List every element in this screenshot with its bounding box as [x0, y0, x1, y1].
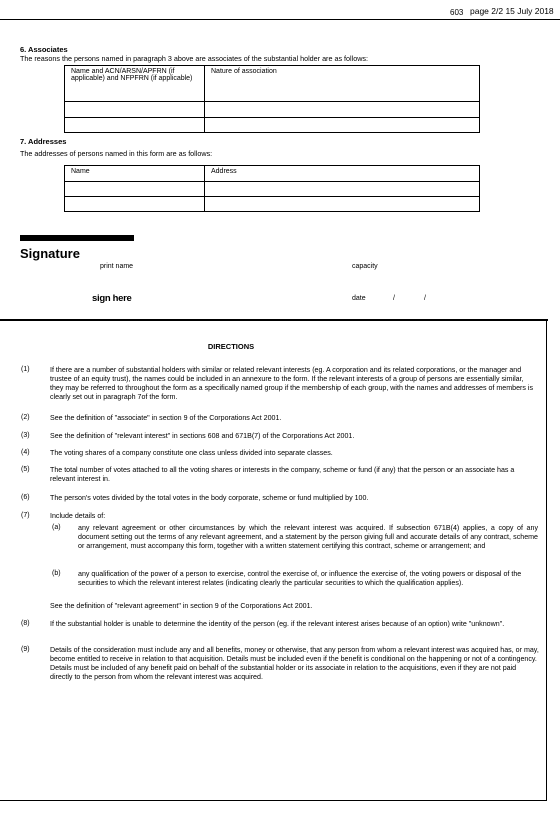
header-divider	[0, 19, 560, 20]
addresses-cell[interactable]	[65, 182, 205, 197]
associates-col-nature: Nature of association	[205, 66, 480, 102]
addresses-cell[interactable]	[205, 182, 480, 197]
direction-sub-num: (b)	[52, 570, 61, 577]
direction-item: The voting shares of a company constitute one class unless divided into separate classes.	[50, 449, 333, 457]
table-row	[65, 197, 480, 212]
table-row	[65, 102, 480, 118]
signature-bar	[20, 235, 134, 241]
directions-title: DIRECTIONS	[207, 342, 255, 351]
direction-item: Details of the consideration must include any and all benefits, money or otherwise, that any person from whom a relevant interest was acquired has, or may, become entitled to receive in relation to that acquisition. Details must be included even if the benefit is conditional on the happening or not of a contingency. Details must be included of any benefit paid on behalf of the substantial holder or its associate in relation to the acquisitions, even if they are not paid directly to the person from whom the relevant interest was acquired.	[50, 646, 539, 681]
direction-num: (4)	[21, 449, 30, 456]
print-name-label: print name	[100, 263, 134, 270]
direction-item: The person's votes divided by the total votes in the body corporate, scheme or fund multiplied by 100.	[50, 494, 369, 502]
date-label: date	[352, 295, 366, 302]
direction-sub-num: (a)	[52, 524, 61, 531]
associates-col-name: Name and ACN/ARSN/APFRN (if applicable) and NFPFRN (if applicable)	[65, 66, 205, 102]
associates-cell[interactable]	[205, 118, 480, 133]
direction-item: If the substantial holder is unable to determine the identity of the person (eg. if the relevant interest arises because of an option) write "unknown".	[50, 620, 505, 628]
direction-item: If there are a number of substantial holders with similar or related relevant interests (eg. A corporation and its related corporations, or the manager and trustee of an equity trust), the names could be included in an annexure to the form. If the relevant interests of a group of persons are essentially similar, they may be referred to throughout the form as a specifically named group if the membership of each group, with the names and addresses of members is clearly set out in paragraph 7of the form.	[50, 366, 534, 401]
addresses-cell[interactable]	[65, 197, 205, 212]
date-slash-1: /	[393, 295, 395, 302]
direction-footnote: See the definition of "relevant agreement" in section 9 of the Corporations Act 2001.	[50, 602, 313, 610]
sign-here-label: sign here	[92, 293, 132, 304]
signature-divider	[0, 319, 548, 321]
direction-sub-item: any relevant agreement or other circumstances by which the relevant interest was acquired. If subsection 671B(4) applies, a copy of any document setting out the terms of any relevant agreement, and a statement by the person giving full and accurate details of any contract, scheme or arrangement, must accompany this form, together with a written statement certifying this contract, scheme or arrangement; and	[78, 524, 538, 550]
associates-cell[interactable]	[65, 102, 205, 118]
direction-num: (8)	[21, 620, 30, 627]
direction-sub-item: any qualification of the power of a person to exercise, control the exercise of, or influence the exercise of, the voting powers or disposal of the securities to which the relevant interest relates (indicating clearly the particular securities to which the qualification applies).	[78, 570, 522, 587]
capacity-label: capacity	[352, 263, 378, 270]
direction-item: Include details of:	[50, 512, 106, 520]
signature-title: Signature	[20, 246, 80, 261]
associates-table	[64, 65, 480, 133]
direction-num: (7)	[21, 512, 30, 519]
direction-num: (2)	[21, 414, 30, 421]
direction-item: The total number of votes attached to all the voting shares or interests in the company, scheme or fund (if any) that the person or an associate has a relevant interest in.	[50, 466, 515, 483]
bottom-border	[0, 800, 547, 801]
right-border	[546, 319, 547, 801]
addresses-table	[64, 165, 480, 212]
table-row	[65, 118, 480, 133]
associates-title: 6. Associates	[20, 45, 68, 54]
direction-item: See the definition of "relevant interest" in sections 608 and 671B(7) of the Corporations Act 2001.	[50, 432, 355, 440]
addresses-cell[interactable]	[205, 197, 480, 212]
addresses-col-name: Name	[65, 166, 205, 182]
associates-cell[interactable]	[205, 102, 480, 118]
date-slash-2: /	[424, 295, 426, 302]
direction-num: (3)	[21, 432, 30, 439]
addresses-col-address: Address	[205, 166, 480, 182]
direction-item: See the definition of "associate" in section 9 of the Corporations Act 2001.	[50, 414, 282, 422]
addresses-intro: The addresses of persons named in this form are as follows:	[20, 149, 213, 158]
direction-num: (1)	[21, 366, 30, 373]
page-info: page 2/2 15 July 2018	[470, 6, 554, 16]
addresses-title: 7. Addresses	[20, 137, 67, 146]
direction-num: (5)	[21, 466, 30, 473]
direction-num: (6)	[21, 494, 30, 501]
associates-intro: The reasons the persons named in paragraph 3 above are associates of the substantial holder are as follows:	[20, 54, 369, 63]
table-row	[65, 182, 480, 197]
associates-cell[interactable]	[65, 118, 205, 133]
page-number: 603	[450, 8, 464, 17]
direction-num: (9)	[21, 646, 30, 653]
